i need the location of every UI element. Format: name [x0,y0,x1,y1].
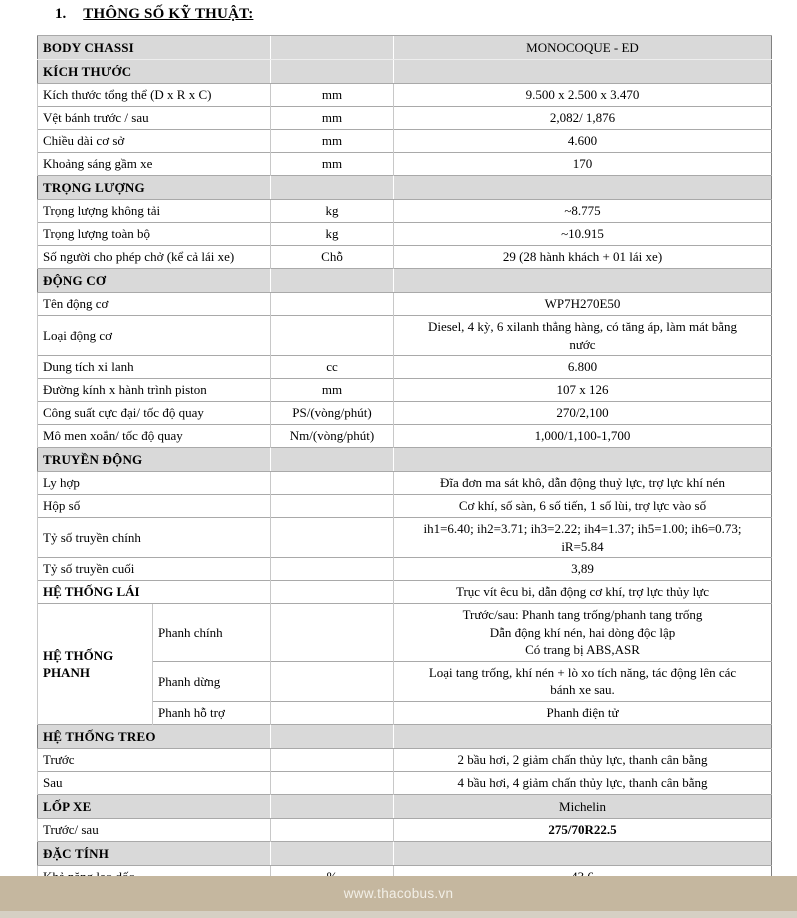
spec-label-cell: Trọng lượng không tải [38,200,271,223]
section-label-cell: TRỌNG LƯỢNG [38,176,271,200]
section-row [38,60,772,84]
spec-value-cell [394,60,772,84]
spec-label-cell: Số người cho phép chở (kể cả lái xe) [38,246,271,269]
spec-unit-cell [271,661,394,701]
spec-unit-cell [271,36,394,60]
spec-value-cell: 6.800 [394,356,772,379]
spec-label-cell: Loại động cơ [38,316,271,356]
spec-unit-cell [271,176,394,200]
brake-sub-label: Phanh chính [153,604,271,662]
spec-value-cell: Cơ khí, số sàn, 6 số tiến, 1 số lùi, trợ lực vào số [394,495,772,518]
spec-unit-cell [271,448,394,472]
spec-label-cell: Dung tích xi lanh [38,356,271,379]
value-line: Diesel, 4 kỳ, 6 xilanh thẳng hàng, có tăng áp, làm mát bằng [427,319,738,334]
spec-value-cell [394,604,772,662]
heading-number: 1. [55,6,67,22]
spec-value-cell: ~8.775 [394,200,772,223]
spec-value-cell: 2 bầu hơi, 2 giảm chấn thủy lực, thanh cân bằng [394,748,772,771]
page-title [55,6,253,23]
section-label-cell: HỆ THỐNG TREO [38,724,271,748]
spec-unit-cell: mm [271,153,394,176]
spec-row [38,472,772,495]
spec-label-cell: Ly hợp [38,472,271,495]
spec-row [38,356,772,379]
spec-unit-cell [271,495,394,518]
footer-strip [0,911,797,918]
spec-table [37,35,772,889]
spec-label-cell: Trước [38,748,271,771]
spec-value-cell: Michelin [394,794,772,818]
spec-value-cell [394,841,772,865]
spec-row [38,771,772,794]
spec-value-cell: WP7H270E50 [394,293,772,316]
spec-value-cell [394,316,772,356]
spec-label-cell: Đường kính x hành trình piston [38,379,271,402]
spec-value-cell [394,724,772,748]
spec-label-cell: Công suất cực đại/ tốc độ quay [38,402,271,425]
spec-unit-cell [271,604,394,662]
spec-value-cell [394,661,772,701]
spec-label-cell: HỆ THỐNG LÁI [38,581,271,604]
spec-label-cell: Khoảng sáng gầm xe [38,153,271,176]
spec-value-cell: 2,082/ 1,876 [394,107,772,130]
section-label-cell: LỐP XE [38,794,271,818]
brake-group-label: HỆ THỐNG PHANH [38,604,153,725]
section-row [38,176,772,200]
spec-unit-cell: mm [271,379,394,402]
section-row [38,269,772,293]
value-line: Loại tang trống, khí nén + lò xo tích năng, tác động lên các [428,664,737,680]
spec-unit-cell [271,724,394,748]
value-line: bánh xe sau. [550,682,615,698]
spec-unit-cell [271,794,394,818]
spec-row [38,379,772,402]
spec-unit-cell: mm [271,107,394,130]
value-line: Dẫn động khí nén, hai dòng độc lập [489,624,676,640]
spec-unit-cell: mm [271,84,394,107]
heading-text: THÔNG SỐ KỸ THUẬT: [83,6,254,22]
section-row [38,724,772,748]
spec-value-cell: 270/2,100 [394,402,772,425]
spec-unit-cell [271,269,394,293]
spec-value-cell: ~10.915 [394,223,772,246]
spec-unit-cell: mm [271,130,394,153]
section-row [38,36,772,60]
spec-label-cell: Vệt bánh trước / sau [38,107,271,130]
spec-value-cell [394,176,772,200]
section-row [38,794,772,818]
value-line: nước [569,336,596,352]
section-label-cell: ĐẶC TÍNH [38,841,271,865]
spec-unit-cell [271,316,394,356]
spec-value-cell: MONOCOQUE - ED [394,36,772,60]
spec-value-cell: 9.500 x 2.500 x 3.470 [394,84,772,107]
spec-label-cell: Sau [38,771,271,794]
spec-label-cell: Trước/ sau [38,818,271,841]
spec-unit-cell [271,818,394,841]
spec-label-cell: Kích thước tổng thể (D x R x C) [38,84,271,107]
spec-row [38,316,772,356]
value-line: ih1=6.40; ih2=3.71; ih3=2.22; ih4=1.37; ih5=1.00; ih6=0.73; [423,521,742,537]
spec-row [38,604,772,662]
spec-unit-cell: cc [271,356,394,379]
spec-value-cell [394,269,772,293]
spec-unit-cell [271,771,394,794]
spec-row [38,130,772,153]
spec-value-cell: Trục vít êcu bi, dẫn động cơ khí, trợ lực thủy lực [394,581,772,604]
spec-value-cell: Phanh điện tử [394,701,772,724]
spec-value-cell: 29 (28 hành khách + 01 lái xe) [394,246,772,269]
spec-row [38,818,772,841]
spec-row [38,748,772,771]
footer-url: www.thacobus.vn [343,886,454,901]
spec-value-cell: Đĩa đơn ma sát khô, dẫn động thuỷ lực, trợ lực khí nén [394,472,772,495]
spec-value-cell: 170 [394,153,772,176]
section-label-cell: BODY CHASSI [38,36,271,60]
spec-unit-cell [271,518,394,558]
section-label-cell: KÍCH THƯỚC [38,60,271,84]
spec-row [38,223,772,246]
value-line: Có trang bị ABS,ASR [525,642,640,658]
spec-unit-cell: PS/(vòng/phút) [271,402,394,425]
spec-row [38,153,772,176]
spec-label-cell: Tỷ số truyền cuối [38,558,271,581]
spec-row [38,200,772,223]
spec-row [38,558,772,581]
section-label-cell: ĐỘNG CƠ [38,269,271,293]
spec-value-cell: 4 bầu hơi, 4 giảm chấn thủy lực, thanh cân bằng [394,771,772,794]
spec-value-cell [394,448,772,472]
value-line: Trước/sau: Phanh tang trống/phanh tang trống [462,607,703,623]
spec-label-cell: Tỷ số truyền chính [38,518,271,558]
spec-row [38,246,772,269]
spec-label-cell: Chiều dài cơ sở [38,130,271,153]
spec-value-cell: 275/70R22.5 [394,818,772,841]
spec-row [38,293,772,316]
spec-row [38,402,772,425]
spec-value-cell: 107 x 126 [394,379,772,402]
spec-value-cell [394,518,772,558]
spec-row [38,425,772,448]
spec-row [38,518,772,558]
spec-unit-cell [271,558,394,581]
spec-unit-cell: kg [271,223,394,246]
value-line: iR=5.84 [561,538,604,554]
spec-label-cell: Mô men xoắn/ tốc độ quay [38,425,271,448]
spec-value-cell: 3,89 [394,558,772,581]
spec-unit-cell [271,60,394,84]
spec-row [38,84,772,107]
section-row [38,448,772,472]
spec-row [38,495,772,518]
spec-label-cell: Hộp số [38,495,271,518]
spec-row [38,581,772,604]
spec-value-cell: 4.600 [394,130,772,153]
brake-sub-label: Phanh hỗ trợ [153,701,271,724]
spec-row [38,107,772,130]
spec-unit-cell [271,581,394,604]
spec-unit-cell [271,841,394,865]
spec-unit-cell: kg [271,200,394,223]
spec-unit-cell [271,472,394,495]
section-label-cell: TRUYỀN ĐỘNG [38,448,271,472]
footer-bar [0,876,797,911]
spec-unit-cell [271,293,394,316]
spec-unit-cell [271,748,394,771]
section-row [38,841,772,865]
spec-label-cell: Trọng lượng toàn bộ [38,223,271,246]
spec-unit-cell: Chỗ [271,246,394,269]
spec-unit-cell [271,701,394,724]
spec-value-cell: 1,000/1,100-1,700 [394,425,772,448]
spec-unit-cell: Nm/(vòng/phút) [271,425,394,448]
spec-label-cell: Tên động cơ [38,293,271,316]
brake-sub-label: Phanh dừng [153,661,271,701]
